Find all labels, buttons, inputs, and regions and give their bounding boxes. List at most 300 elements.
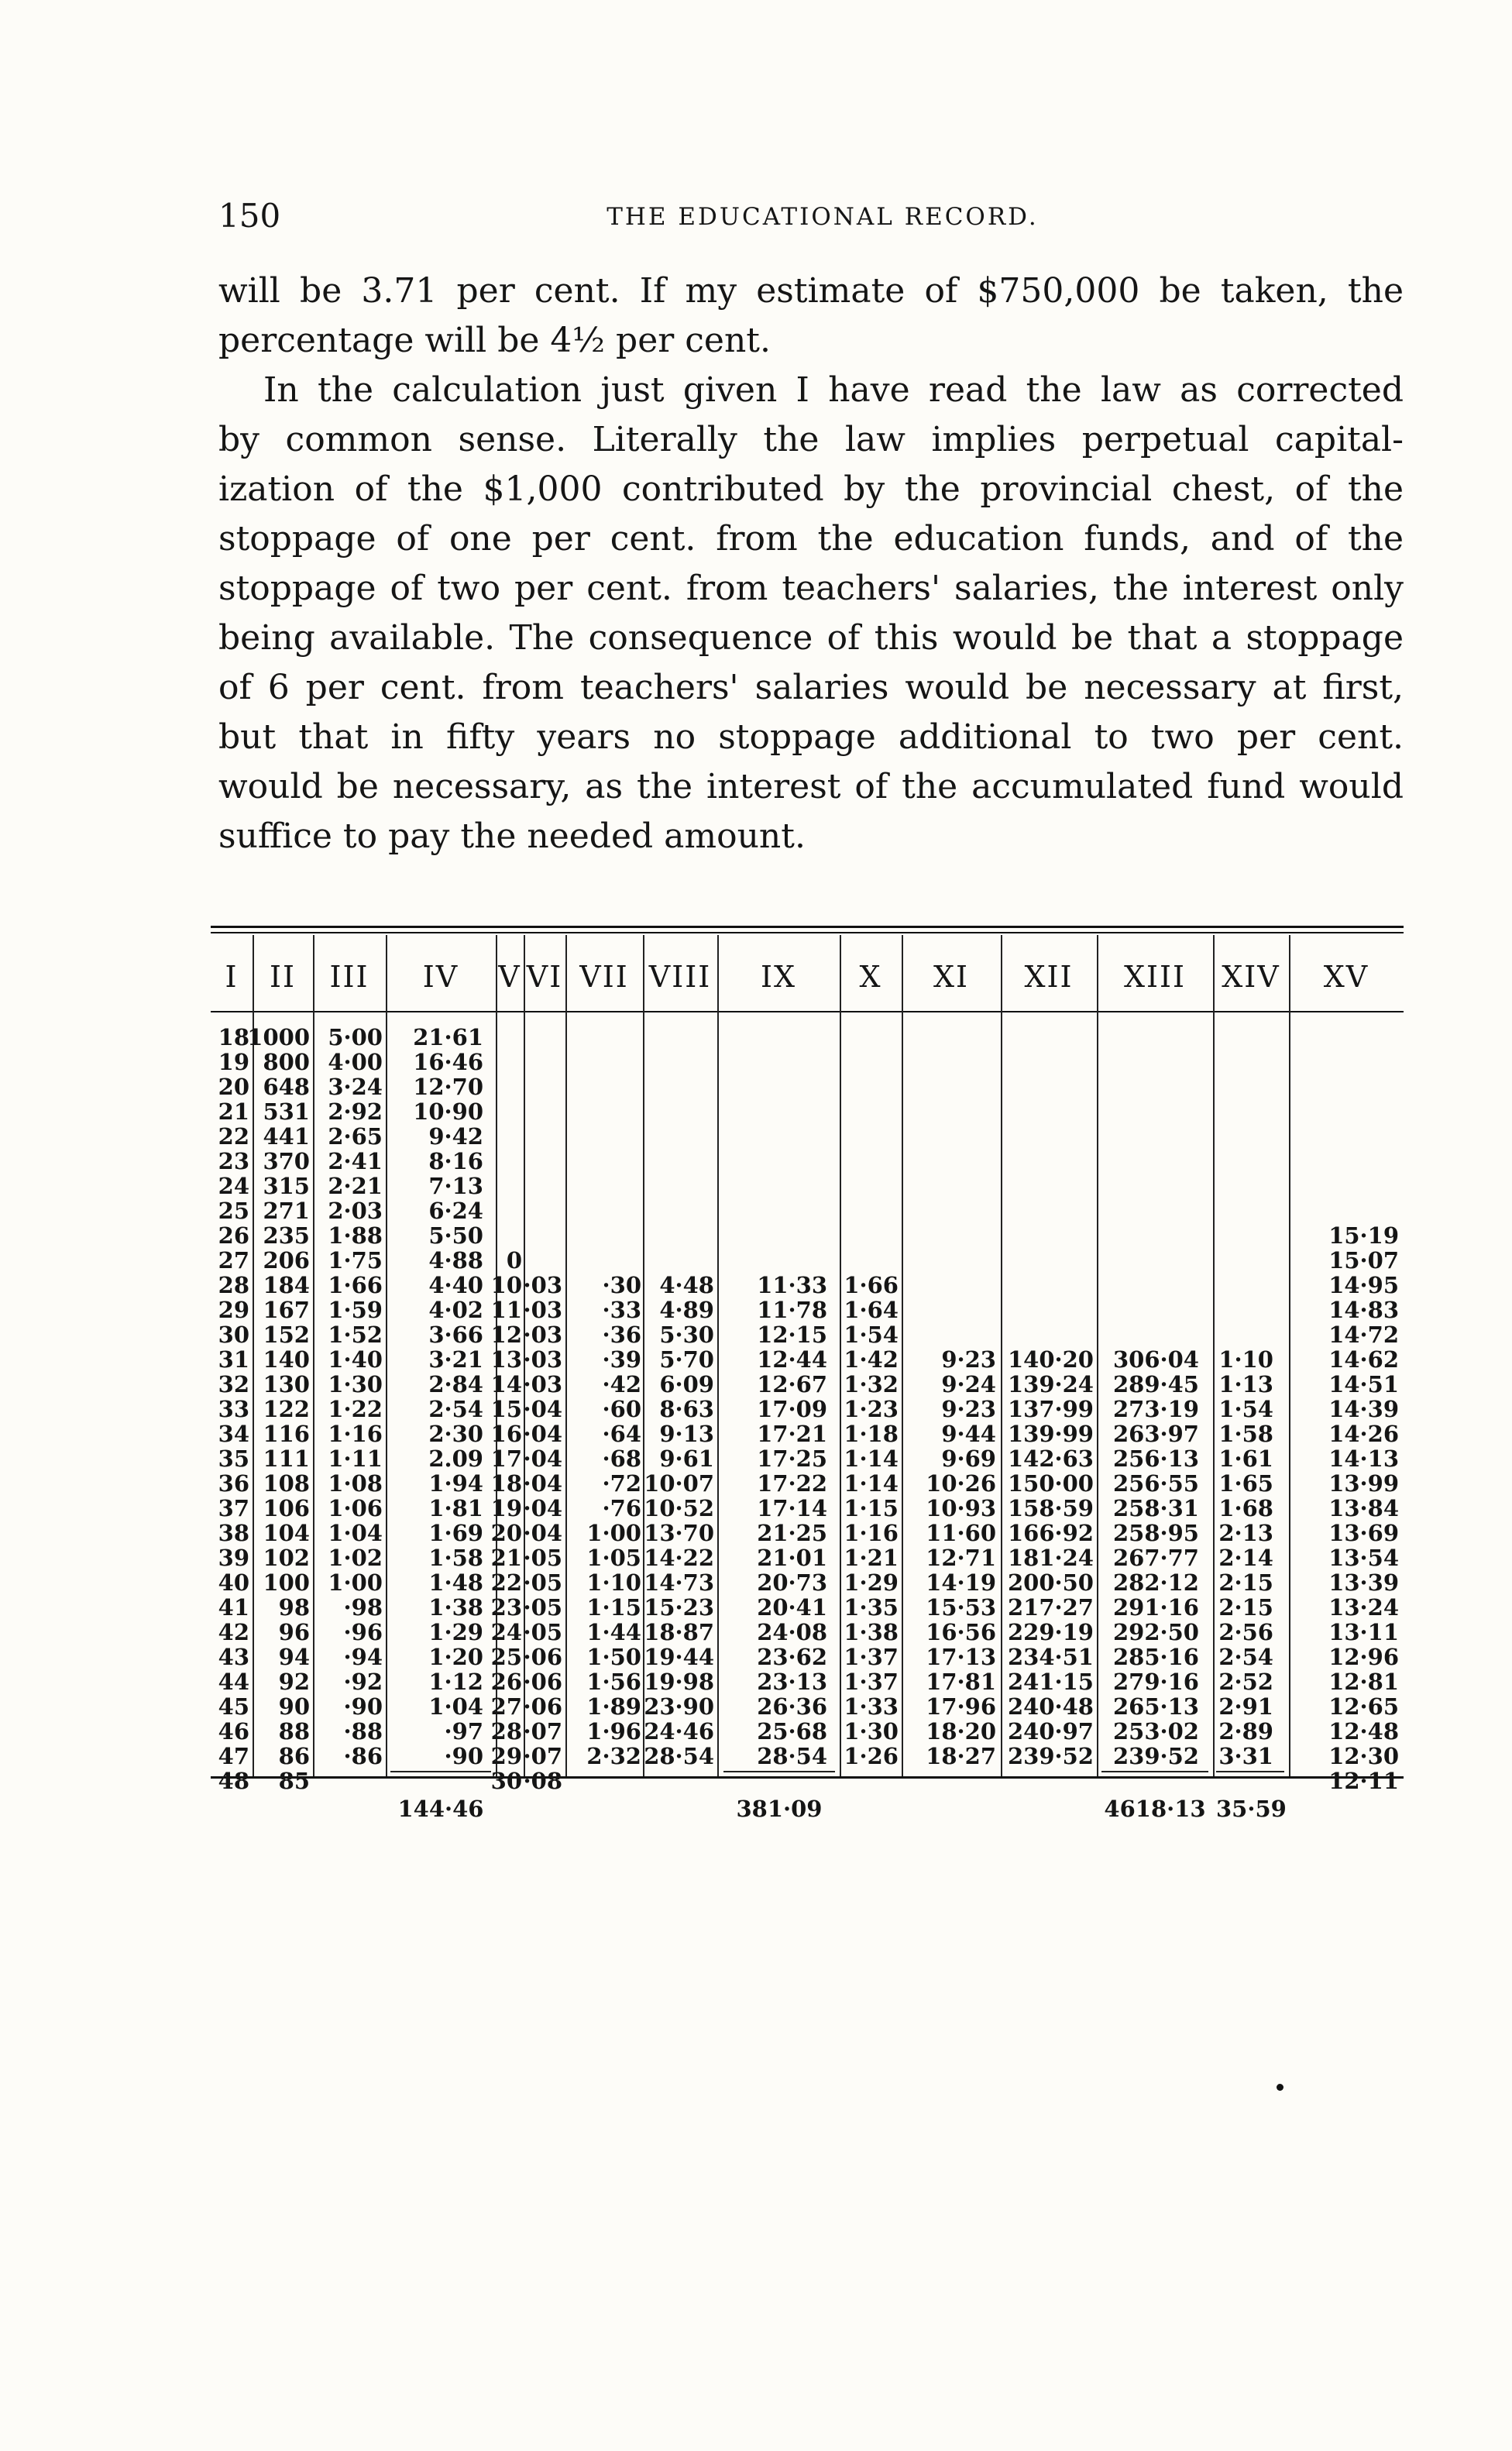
table-cell: 253·02 [1113, 1718, 1199, 1745]
table-cell: 31 [218, 1346, 249, 1373]
table-cell: 291·16 [1113, 1594, 1199, 1621]
table-cell: 0 [506, 1247, 522, 1274]
table-cell: 7·13 [428, 1173, 483, 1199]
table-cell: 19·44 [644, 1644, 714, 1670]
table-cell: 94 [278, 1644, 310, 1670]
table-cell: 1·13 [1218, 1371, 1273, 1397]
table-cell: 18 [490, 1470, 522, 1497]
table-cell: 1·37 [844, 1669, 899, 1695]
column-header: V [498, 960, 521, 994]
table-cell: 11 [490, 1297, 522, 1323]
table-cell: 139·99 [1008, 1421, 1094, 1447]
running-title: THE EDUCATIONAL RECORD. [607, 203, 1039, 231]
table-cell: 1·64 [844, 1297, 899, 1323]
table-cell: 1·04 [328, 1520, 383, 1546]
table-cell: 130 [263, 1371, 310, 1397]
table-cell: 1·30 [844, 1718, 899, 1745]
column-divider [386, 935, 387, 1776]
table-cell: 30 [490, 1768, 522, 1794]
table-cell: 20 [218, 1074, 249, 1100]
table-cell: 2·41 [328, 1148, 383, 1174]
table-cell: ·30 [602, 1272, 641, 1298]
table-cell: 36 [218, 1470, 249, 1497]
table-cell: 1·29 [428, 1619, 483, 1645]
text-line: being available. The consequence of this would be that a stoppage [218, 618, 1404, 658]
table-cell: 370 [263, 1148, 310, 1174]
table-cell: 24·08 [757, 1619, 827, 1645]
table-cell: 2·14 [1218, 1545, 1273, 1571]
table-cell: 12·96 [1328, 1644, 1399, 1670]
table-cell: 1·33 [844, 1693, 899, 1720]
table-cell: 1·38 [428, 1594, 483, 1621]
table-cell: 2·52 [1218, 1669, 1273, 1695]
table-cell: 92 [278, 1669, 310, 1695]
table-cell: 48 [218, 1768, 249, 1794]
text-line: by common sense. Literally the law implies perpetual capital- [218, 420, 1404, 459]
table-cell: 15·19 [1328, 1222, 1399, 1249]
table-cell: ·64 [602, 1421, 641, 1447]
table-cell: 21·61 [413, 1024, 483, 1050]
table-cell: 265·13 [1113, 1693, 1199, 1720]
table-cell: 1·42 [844, 1346, 899, 1373]
table-cell: ·07 [523, 1743, 562, 1769]
table-cell: 240·48 [1008, 1693, 1094, 1720]
column-total: 144·46 [397, 1796, 484, 1822]
table-cell: 17·13 [926, 1644, 996, 1670]
table-cell: 43 [218, 1644, 249, 1670]
table-cell: 26·36 [757, 1693, 827, 1720]
table-cell: 14 [490, 1371, 522, 1397]
table-cell: 181·24 [1008, 1545, 1094, 1571]
table-cell: ·94 [343, 1644, 383, 1670]
table-top-rule-inner [211, 932, 1404, 933]
table-cell: 14·19 [926, 1569, 996, 1596]
table-cell: 166·92 [1008, 1520, 1094, 1546]
column-divider [717, 935, 719, 1776]
table-cell: 29 [490, 1743, 522, 1769]
table-cell: 10·90 [413, 1098, 483, 1125]
table-cell: 17·81 [926, 1669, 996, 1695]
ink-dot [1277, 2084, 1283, 2091]
column-header: IV [422, 960, 459, 994]
table-cell: ·90 [343, 1693, 383, 1720]
table-cell: 1·48 [428, 1569, 483, 1596]
table-cell: 2·89 [1218, 1718, 1273, 1745]
table-cell: ·68 [602, 1446, 641, 1472]
table-cell: 282·12 [1113, 1569, 1199, 1596]
table-cell: 28 [218, 1272, 249, 1298]
table-cell: 100 [263, 1569, 310, 1596]
table-cell: 1·94 [428, 1470, 483, 1497]
table-cell: ·97 [444, 1718, 483, 1745]
text-line: suffice to pay the needed amount. [218, 816, 806, 856]
table-cell: 1·89 [586, 1693, 641, 1720]
table-cell: 8·16 [428, 1148, 483, 1174]
table-cell: 9·23 [941, 1346, 996, 1373]
table-cell: 140·20 [1008, 1346, 1094, 1373]
table-cell: 28 [490, 1718, 522, 1745]
table-cell: 15·23 [644, 1594, 714, 1621]
table-cell: 2·15 [1218, 1569, 1273, 1596]
table-cell: 19 [218, 1049, 249, 1075]
page-header [211, 197, 1404, 243]
table-cell: 256·55 [1113, 1470, 1199, 1497]
table-cell: 102 [263, 1545, 310, 1571]
table-cell: 289·45 [1113, 1371, 1199, 1397]
table-cell: 6·09 [659, 1371, 714, 1397]
table-cell: 4·00 [328, 1049, 383, 1075]
table-cell: 217·27 [1008, 1594, 1094, 1621]
text-line: stoppage of two per cent. from teachers' salaries, the interest only [218, 569, 1404, 608]
table-cell: 33 [218, 1396, 249, 1422]
table-cell: ·05 [523, 1569, 562, 1596]
table-cell: 256·13 [1113, 1446, 1199, 1472]
table-cell: 25 [218, 1198, 249, 1224]
table-cell: ·03 [523, 1297, 562, 1323]
text-line: but that in fifty years no stoppage additional to two per cent. [218, 717, 1404, 757]
table-cell: 12·15 [757, 1322, 827, 1348]
table-cell: ·98 [343, 1594, 383, 1621]
page-number: 150 [218, 197, 281, 235]
table-cell: 1·10 [1218, 1346, 1273, 1373]
table-cell: 18·27 [926, 1743, 996, 1769]
table-cell: 85 [278, 1768, 310, 1794]
table-cell: 19 [490, 1495, 522, 1521]
table-cell: 258·95 [1113, 1520, 1199, 1546]
table-cell: 35 [218, 1446, 249, 1472]
text-line: stoppage of one per cent. from the education funds, and of the [218, 519, 1404, 559]
table-cell: 38 [218, 1520, 249, 1546]
table-cell: 15 [490, 1396, 522, 1422]
table-cell: 1·61 [1218, 1446, 1273, 1472]
table-cell: 44 [218, 1669, 249, 1695]
table-cell: 16·56 [926, 1619, 996, 1645]
table-cell: 4·40 [428, 1272, 483, 1298]
table-cell: 9·42 [428, 1123, 483, 1150]
table-cell: 86 [278, 1743, 310, 1769]
table-cell: 13·11 [1328, 1619, 1399, 1645]
table-cell: 17·14 [757, 1495, 827, 1521]
table-cell: ·42 [602, 1371, 641, 1397]
table-cell: 241·15 [1008, 1669, 1094, 1695]
column-header: VII [579, 960, 629, 994]
table-cell: 9·23 [941, 1396, 996, 1422]
table-cell: ·04 [523, 1520, 562, 1546]
table-cell: 2·03 [328, 1198, 383, 1224]
table-cell: 26 [490, 1669, 522, 1695]
table-cell: 23·13 [757, 1669, 827, 1695]
table-cell: 235 [263, 1222, 310, 1249]
table-cell: 13 [490, 1346, 522, 1373]
text-line: In the calculation just given I have read the law as corrected [263, 370, 1404, 410]
table-cell: ·03 [523, 1371, 562, 1397]
table-cell: ·92 [343, 1669, 383, 1695]
table-cell: 10·93 [926, 1495, 996, 1521]
table-cell: 1·12 [428, 1669, 483, 1695]
table-cell: 20·41 [757, 1594, 827, 1621]
table-cell: 1·15 [844, 1495, 899, 1521]
subtotal-rule [1216, 1771, 1284, 1772]
table-cell: 24·46 [644, 1718, 714, 1745]
table-cell: 46 [218, 1718, 249, 1745]
table-cell: 28·54 [757, 1743, 827, 1769]
table-cell: 25·68 [757, 1718, 827, 1745]
table-cell: 24 [218, 1173, 249, 1199]
table-cell: 167 [263, 1297, 310, 1323]
table-cell: 1·69 [428, 1520, 483, 1546]
table-cell: 39 [218, 1545, 249, 1571]
table-cell: 13·99 [1328, 1470, 1399, 1497]
table-cell: 5·50 [428, 1222, 483, 1249]
table-cell: 17·96 [926, 1693, 996, 1720]
table-cell: ·05 [523, 1594, 562, 1621]
column-header: I [225, 960, 239, 994]
table-cell: 4·02 [428, 1297, 483, 1323]
table-cell: 1·08 [328, 1470, 383, 1497]
table-cell: ·03 [523, 1322, 562, 1348]
table-cell: 3·24 [328, 1074, 383, 1100]
table-cell: 14·39 [1328, 1396, 1399, 1422]
table-cell: 23·62 [757, 1644, 827, 1670]
table-cell: ·39 [602, 1346, 641, 1373]
table-cell: 1·54 [844, 1322, 899, 1348]
text-line: of 6 per cent. from teachers' salaries would be necessary at first, [218, 668, 1404, 707]
table-cell: ·06 [523, 1644, 562, 1670]
table-cell: 648 [263, 1074, 310, 1100]
table-cell: ·07 [523, 1718, 562, 1745]
table-cell: 1·58 [428, 1545, 483, 1571]
table-cell: 184 [263, 1272, 310, 1298]
table-cell: 25 [490, 1644, 522, 1670]
table-cell: 140 [263, 1346, 310, 1373]
column-divider [840, 935, 841, 1776]
table-cell: 1·40 [328, 1346, 383, 1373]
table-cell: 292·50 [1113, 1619, 1199, 1645]
column-header: II [269, 960, 297, 994]
table-cell: ·04 [523, 1421, 562, 1447]
table-cell: 1·06 [328, 1495, 383, 1521]
table-cell: 1·37 [844, 1644, 899, 1670]
table-cell: 13·39 [1328, 1569, 1399, 1596]
table-cell: 13·70 [644, 1520, 714, 1546]
table-cell: 1·56 [586, 1669, 641, 1695]
table-cell: ·08 [523, 1768, 562, 1794]
table-cell: 531 [263, 1098, 310, 1125]
table-cell: 13·24 [1328, 1594, 1399, 1621]
table-cell: 1·96 [586, 1718, 641, 1745]
table-cell: 45 [218, 1693, 249, 1720]
table-cell: ·88 [343, 1718, 383, 1745]
table-cell: 98 [278, 1594, 310, 1621]
table-cell: 1·20 [428, 1644, 483, 1670]
column-divider [902, 935, 903, 1776]
table-cell: 12·71 [926, 1545, 996, 1571]
table-cell: 279·16 [1113, 1669, 1199, 1695]
table-cell: 139·24 [1008, 1371, 1094, 1397]
table-cell: ·05 [523, 1619, 562, 1645]
table-cell: 9·13 [659, 1421, 714, 1447]
table-cell: 24 [490, 1619, 522, 1645]
table-cell: ·03 [523, 1272, 562, 1298]
table-cell: ·04 [523, 1470, 562, 1497]
table-cell: 1·65 [1218, 1470, 1273, 1497]
table-cell: 22 [490, 1569, 522, 1596]
table-cell: 34 [218, 1421, 249, 1447]
table-cell: 29 [218, 1297, 249, 1323]
table-cell: 6·24 [428, 1198, 483, 1224]
table-cell: 2·84 [428, 1371, 483, 1397]
table-cell: 1·00 [328, 1569, 383, 1596]
column-divider [253, 935, 254, 1776]
table-cell: ·76 [602, 1495, 641, 1521]
table-cell: 122 [263, 1396, 310, 1422]
paragraph-1 [218, 266, 1404, 366]
column-divider [565, 935, 567, 1776]
table-cell: 12·44 [757, 1346, 827, 1373]
table-cell: 285·16 [1113, 1644, 1199, 1670]
column-header: XIII [1123, 960, 1187, 994]
table-cell: 17·09 [757, 1396, 827, 1422]
table-cell: 3·66 [428, 1322, 483, 1348]
column-divider [1097, 935, 1098, 1776]
table-cell: ·06 [523, 1669, 562, 1695]
table-cell: 1·14 [844, 1470, 899, 1497]
table-cell: ·04 [523, 1446, 562, 1472]
table-cell: 14·83 [1328, 1297, 1399, 1323]
table-cell: 315 [263, 1173, 310, 1199]
table-cell: 1·88 [328, 1222, 383, 1249]
table-cell: 23 [490, 1594, 522, 1621]
subtotal-rule [390, 1771, 491, 1772]
table-cell: 12·48 [1328, 1718, 1399, 1745]
table-cell: 20·73 [757, 1569, 827, 1596]
table-cell: 1·10 [586, 1569, 641, 1596]
table-cell: 12 [490, 1322, 522, 1348]
table-cell: 1·66 [844, 1272, 899, 1298]
table-cell: 2·30 [428, 1421, 483, 1447]
table-cell: 152 [263, 1322, 310, 1348]
table-cell: 4·89 [659, 1297, 714, 1323]
table-cell: 3·21 [428, 1346, 483, 1373]
column-header: XII [1024, 960, 1074, 994]
table-cell: 8·63 [659, 1396, 714, 1422]
table-cell: 9·69 [941, 1446, 996, 1472]
table-cell: 14·51 [1328, 1371, 1399, 1397]
table-cell: 14·73 [644, 1569, 714, 1596]
table-cell: 2·54 [1218, 1644, 1273, 1670]
table-cell: 13·84 [1328, 1495, 1399, 1521]
table-cell: 1·66 [328, 1272, 383, 1298]
table-cell: 23·90 [644, 1693, 714, 1720]
table-cell: 27 [218, 1247, 249, 1274]
column-total: 381·09 [736, 1796, 823, 1822]
table-cell: 12·30 [1328, 1743, 1399, 1769]
table-cell: 2·32 [586, 1743, 641, 1769]
table-cell: 273·19 [1113, 1396, 1199, 1422]
table-cell: 142·63 [1008, 1446, 1094, 1472]
table-cell: 229·19 [1008, 1619, 1094, 1645]
table-cell: 137·99 [1008, 1396, 1094, 1422]
data-table [211, 926, 1404, 1822]
table-cell: 441 [263, 1123, 310, 1150]
table-cell: 111 [263, 1446, 310, 1472]
table-cell: 10·07 [644, 1470, 714, 1497]
table-cell: 1·23 [844, 1396, 899, 1422]
body-text [218, 266, 1404, 861]
table-cell: 263·97 [1113, 1421, 1199, 1447]
table-cell: 1·81 [428, 1495, 483, 1521]
table-cell: 9·61 [659, 1446, 714, 1472]
text-line: ization of the $1,000 contributed by the provincial chest, of the [218, 469, 1404, 509]
table-cell: 12·70 [413, 1074, 483, 1100]
table-cell: 2.09 [428, 1446, 483, 1472]
column-total: 4618·13 [1104, 1796, 1206, 1822]
table-cell: 158·59 [1008, 1495, 1094, 1521]
table-cell: 30 [218, 1322, 249, 1348]
table-cell: 14·26 [1328, 1421, 1399, 1447]
table-cell: 800 [263, 1049, 310, 1075]
table-cell: 47 [218, 1743, 249, 1769]
table-cell: ·33 [602, 1297, 641, 1323]
column-divider [1289, 935, 1290, 1776]
table-cell: 150·00 [1008, 1470, 1094, 1497]
table-cell: 2·54 [428, 1396, 483, 1422]
table-cell: 2·65 [328, 1123, 383, 1150]
table-cell: 32 [218, 1371, 249, 1397]
table-cell: 108 [263, 1470, 310, 1497]
table-cell: 5·30 [659, 1322, 714, 1348]
column-header: XIV [1222, 960, 1280, 994]
table-cell: 16 [490, 1421, 522, 1447]
table-cell: 90 [278, 1693, 310, 1720]
table-cell: 15·53 [926, 1594, 996, 1621]
table-cell: 3·31 [1218, 1743, 1273, 1769]
table-cell: 17·21 [757, 1421, 827, 1447]
table-cell: 17·25 [757, 1446, 827, 1472]
table-cell: 1·02 [328, 1545, 383, 1571]
column-header: VIII [648, 960, 712, 994]
table-cell: ·60 [602, 1396, 641, 1422]
table-cell: 4·48 [659, 1272, 714, 1298]
table-cell: 1·16 [844, 1520, 899, 1546]
table-cell: 206 [263, 1247, 310, 1274]
table-cell: 1·30 [328, 1371, 383, 1397]
table-cell: 2·13 [1218, 1520, 1273, 1546]
table-cell: 28·54 [644, 1743, 714, 1769]
table-cell: 2·56 [1218, 1619, 1273, 1645]
table-cell: 1·75 [328, 1247, 383, 1274]
paragraph-2 [218, 366, 1404, 861]
table-cell: 14·13 [1328, 1446, 1399, 1472]
table-cell: 19·98 [644, 1669, 714, 1695]
table-cell: 2·15 [1218, 1594, 1273, 1621]
table-cell: 1·50 [586, 1644, 641, 1670]
table-cell: ·72 [602, 1470, 641, 1497]
table-cell: 1·16 [328, 1421, 383, 1447]
table-cell: 239·52 [1113, 1743, 1199, 1769]
table-cell: 1·35 [844, 1594, 899, 1621]
table-cell: 11·60 [926, 1520, 996, 1546]
table-cell: 41 [218, 1594, 249, 1621]
table-cell: 12·67 [757, 1371, 827, 1397]
subtotal-rule [723, 1771, 835, 1772]
table-cell: 2·92 [328, 1098, 383, 1125]
table-cell: ·90 [444, 1743, 483, 1769]
table-cell: 14·72 [1328, 1322, 1399, 1348]
table-cell: 1·14 [844, 1446, 899, 1472]
table-cell: 2·21 [328, 1173, 383, 1199]
table-cell: 1·04 [428, 1693, 483, 1720]
